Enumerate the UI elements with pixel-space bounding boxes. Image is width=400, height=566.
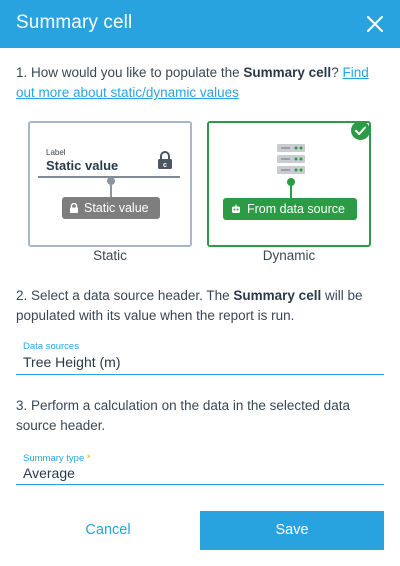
- dynamic-pill-label: From data source: [247, 202, 345, 216]
- summary-type-value: Average: [23, 465, 75, 481]
- data-sources-underline: [16, 374, 384, 375]
- static-dynamic-help-link[interactable]: Find out more about static/dynamic values: [16, 65, 369, 100]
- question-2: [16, 286, 386, 326]
- question-1-text: 1. How would you like to populate the: [16, 65, 244, 80]
- static-pill-label: Static value: [84, 201, 149, 215]
- question-2-post: will be populated with its value when the report is run.: [16, 288, 363, 323]
- summary-type-underline: [16, 484, 384, 485]
- required-marker: *: [86, 453, 91, 464]
- summary-type-label-wrap: [23, 453, 91, 464]
- data-sources-label: Data sources: [23, 341, 79, 352]
- option-dynamic-card[interactable]: [207, 121, 371, 247]
- checkmark-icon: [351, 121, 370, 140]
- question-2-text: 2. Select a data source header. The: [16, 288, 234, 303]
- server-icon: [276, 143, 306, 175]
- close-button[interactable]: [360, 9, 390, 39]
- save-button[interactable]: Save: [200, 511, 384, 550]
- option-static-caption: Static: [93, 248, 127, 263]
- from-data-source-pill: [223, 198, 357, 220]
- dynamic-connector-line: [290, 184, 292, 198]
- dialog-header: [0, 0, 400, 48]
- static-preview-value: Static value: [46, 158, 119, 173]
- static-connector-line: [110, 183, 112, 197]
- summary-type-label: Summary type: [23, 453, 85, 464]
- data-sources-field[interactable]: [16, 338, 384, 376]
- option-static-card[interactable]: [28, 121, 192, 247]
- lock-icon: [157, 151, 173, 169]
- robot-icon: [231, 204, 241, 214]
- question-1-bold: Summary cell: [243, 65, 332, 80]
- close-icon: [360, 9, 390, 39]
- dialog-title: Summary cell: [16, 12, 133, 33]
- question-1: [16, 63, 386, 103]
- summary-type-field[interactable]: [16, 449, 384, 487]
- static-value-pill: [62, 197, 160, 219]
- question-2-bold: Summary cell: [233, 288, 322, 303]
- data-sources-value: Tree Height (m): [23, 354, 121, 370]
- lock-icon: [69, 203, 79, 213]
- question-1-post: ?: [331, 65, 343, 80]
- svg-text:c: c: [163, 162, 167, 169]
- selected-check-badge: [351, 121, 370, 140]
- cancel-button[interactable]: Cancel: [85, 522, 131, 538]
- static-preview-label: Label: [46, 148, 66, 157]
- option-dynamic-caption: Dynamic: [262, 248, 316, 263]
- question-3: 3. Perform a calculation on the data in the selected data source header.: [16, 398, 350, 433]
